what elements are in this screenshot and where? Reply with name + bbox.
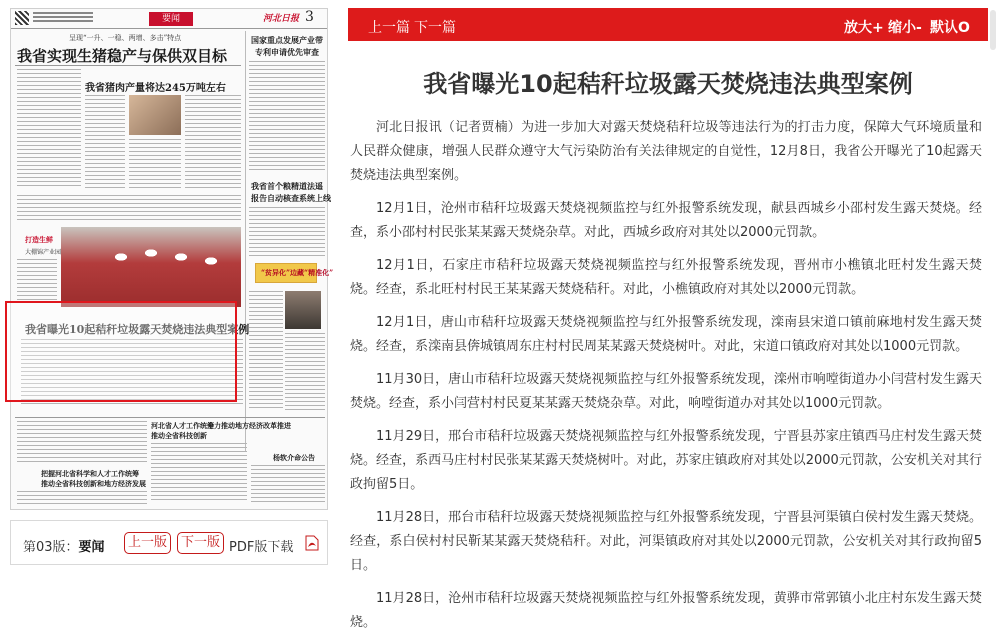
page-date-lines bbox=[33, 12, 93, 14]
article-text-block bbox=[17, 491, 147, 507]
article-text-block bbox=[151, 443, 247, 503]
story-headline: 报告自动核查系统上线 bbox=[251, 193, 331, 203]
article-text-block bbox=[285, 333, 325, 411]
default-size-button[interactable]: 默认O bbox=[930, 20, 970, 36]
next-page-button[interactable]: 下一版 bbox=[177, 532, 224, 554]
zoom-in-button[interactable]: 放大+ bbox=[844, 20, 884, 36]
promo-banner-text: “贫异化”边藏“精准化” bbox=[261, 268, 334, 277]
lead-story-headline: 我省实现生猪稳产与保供双目标 bbox=[17, 47, 228, 65]
story-headline: 我省猪肉产量将达245万吨左右 bbox=[85, 83, 226, 94]
article-paragraph: 12月1日，唐山市秸秆垃圾露天焚烧视频监控与红外报警系统发现，滦南县宋道口镇前麻地村发生露天焚烧。经查，系滦南县倴城镇周东庄村村民周某某露天焚烧树叶。对此，宋道口镇政府对其处以1000元罚款。 bbox=[350, 315, 982, 354]
article-text-block bbox=[249, 291, 283, 411]
article-text-block bbox=[251, 465, 325, 505]
prev-article-link[interactable]: 上一篇 bbox=[368, 20, 410, 36]
article-paragraph: 12月1日，沧州市秸秆垃圾露天焚烧视频监控与红外报警系统发现，献县西城乡小邵村发生露天焚烧。经查，系小邵村村民张某某露天焚烧杂草。对此，西城乡政府对其处以2000元罚款。 bbox=[350, 201, 982, 240]
article-text-block bbox=[17, 195, 241, 221]
highlighted-story-headline: 我省曝光10起秸秆垃圾露天焚烧违法典型案例 bbox=[25, 323, 250, 336]
masthead-logo: 河北日报 bbox=[262, 14, 299, 24]
newspaper-page-thumbnail[interactable] bbox=[10, 8, 334, 510]
story-headline: 专利申请优先审查 bbox=[255, 47, 319, 57]
story-headline: 推动全省科技创新 bbox=[151, 431, 207, 440]
article-text-block bbox=[17, 421, 147, 465]
newspaper-panel bbox=[0, 0, 333, 567]
article-body bbox=[350, 116, 982, 644]
article-paragraph: 11月30日，唐山市秸秆垃圾露天焚烧视频监控与红外报警系统发现，滦州市响嘡街道办小闫营村发生露天焚烧。经查，系小闫营村村民夏某某露天焚烧杂草。对此，响嘡街道办对其处以1000元罚款。 bbox=[350, 372, 982, 411]
page-header bbox=[11, 9, 327, 29]
article-text-block bbox=[17, 69, 81, 189]
article-paragraph: 11月29日，邢台市秸秆垃圾露天焚烧视频监控与红外报警系统发现，宁晋县苏家庄镇西马庄村发生露天焚烧。经查，系西马庄村村民张某某露天焚烧树叶。对此，苏家庄镇政府对其处以2000元罚款，公安机关对其行政拘留5日。 bbox=[350, 429, 982, 492]
page-section-label: 要闻 bbox=[149, 12, 193, 26]
article-text-block bbox=[17, 259, 57, 303]
next-article-link[interactable]: 下一篇 bbox=[414, 20, 456, 36]
article-text-block bbox=[185, 95, 241, 190]
selected-article-highlight[interactable] bbox=[5, 301, 237, 402]
pdf-icon[interactable] bbox=[305, 535, 319, 551]
article-text-block bbox=[249, 61, 325, 171]
zoom-out-button[interactable]: 缩小- bbox=[888, 20, 922, 36]
article-title: 我省曝光10起秸秆垃圾露天焚烧违法典型案例 bbox=[423, 70, 913, 98]
story-headline: 我省首个粮精道法遥 bbox=[251, 181, 323, 191]
story-headline: 杨软介命公告 bbox=[273, 453, 315, 462]
news-photo bbox=[61, 227, 241, 307]
feature-headline: 打造生鲜 bbox=[25, 235, 53, 244]
article-toolbar bbox=[348, 8, 988, 41]
lead-story-kicker: 呈现“一升、一稳、两增、多击”特点 bbox=[69, 34, 182, 42]
prev-page-button[interactable]: 上一版 bbox=[124, 532, 171, 554]
article-text-block bbox=[85, 95, 125, 190]
qr-code-icon bbox=[15, 11, 29, 25]
column-divider bbox=[245, 31, 246, 451]
divider bbox=[15, 417, 325, 418]
article-paragraph: 12月1日，石家庄市秸秆垃圾露天焚烧视频监控与红外报警系统发现，晋州市小樵镇北旺村发生露天焚烧。经查，系北旺村村民王某某露天焚烧秸秆。对此，小樵镇政府对其处以2000元罚款。 bbox=[350, 258, 982, 297]
story-headline: 全力推动地方经济改革推进 bbox=[207, 421, 291, 430]
article-text-block bbox=[129, 139, 181, 189]
article-text-block bbox=[249, 207, 325, 257]
feature-subhead: 大棚锦产业园 bbox=[25, 249, 62, 256]
story-headline: 国家重点发展产业带 bbox=[251, 35, 323, 45]
story-headline: 把握河北省科学和人才工作统筹 bbox=[41, 469, 139, 478]
page-navigation bbox=[10, 520, 328, 565]
story-headline: 推动全省科技创新和地方经济发展 bbox=[41, 479, 146, 488]
article-panel bbox=[348, 0, 988, 630]
page-number: 3 bbox=[305, 9, 314, 25]
portrait-photo bbox=[285, 291, 321, 329]
scrollbar[interactable] bbox=[990, 10, 996, 50]
pdf-download-link[interactable]: PDF版下载 bbox=[229, 540, 294, 555]
article-paragraph: 11月28日，邢台市秸秆垃圾露天焚烧视频监控与红外报警系统发现，宁晋县河渠镇白侯村发生露天焚烧。经查，系白侯村村民靳某某露天焚烧秸秆。对此，河渠镇政府对其处以2000元罚款，公安机关对其行政拘留5日。 bbox=[350, 510, 982, 573]
article-paragraph: 河北日报讯（记者贾楠）为进一步加大对露天焚烧秸秆垃圾等违法行为的打击力度，保障大气环境质量和人民群众健康，增强人民群众遵守大气污染防治有关法律规定的自觉性，12月8日，我省公开曝光了10起露天焚烧违法典型案例。 bbox=[350, 120, 982, 183]
news-photo bbox=[129, 95, 181, 135]
divider bbox=[15, 65, 241, 66]
story-headline: 河北省人才工作统筹 bbox=[151, 421, 214, 430]
article-paragraph: 11月28日，沧州市秸秆垃圾露天焚烧视频监控与红外报警系统发现，黄骅市常郭镇小北庄村东发生露天焚烧。 bbox=[350, 591, 982, 630]
page-label: 第03版：要闻 bbox=[23, 540, 105, 555]
